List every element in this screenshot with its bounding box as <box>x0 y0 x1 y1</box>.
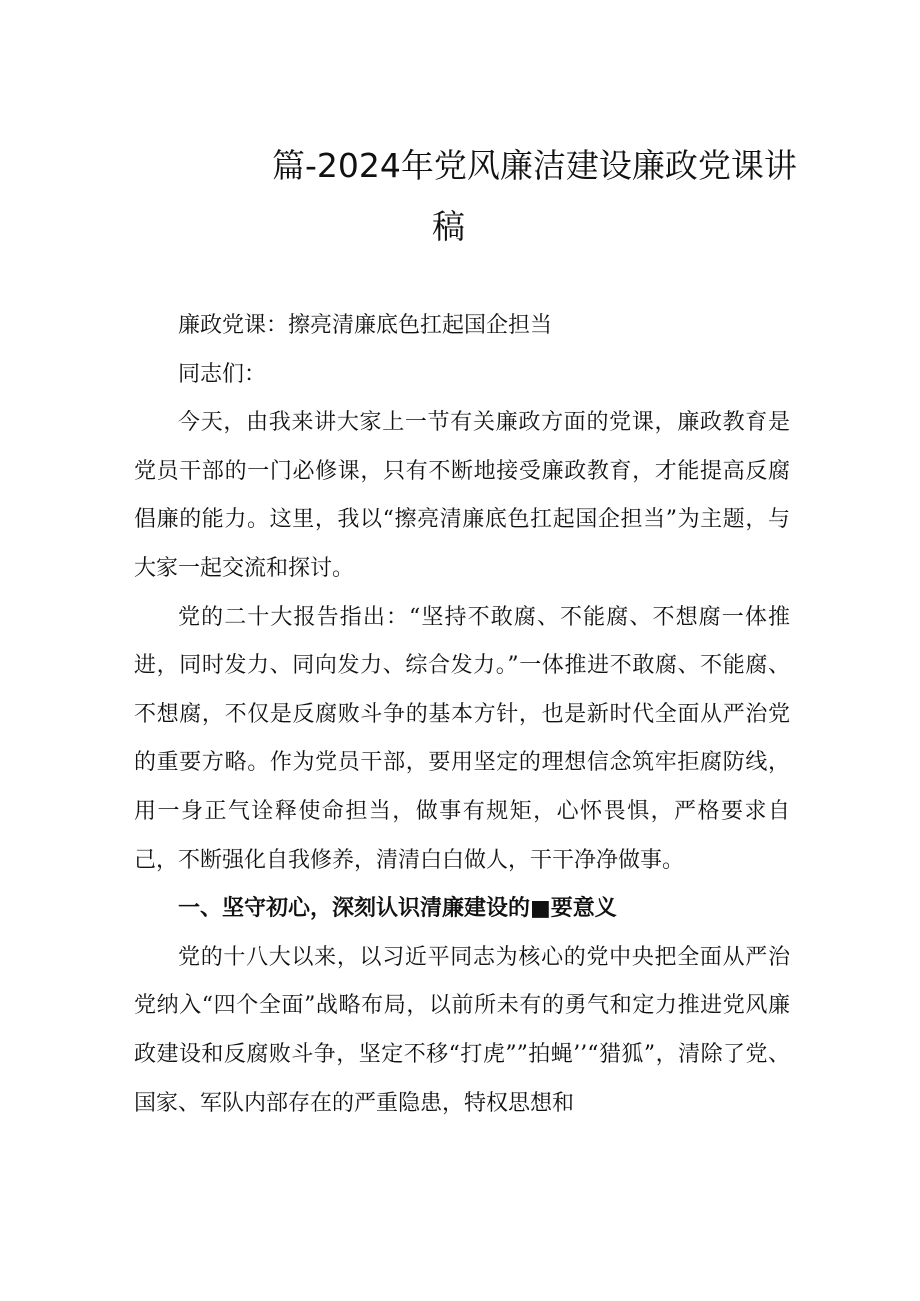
salutation: 同志们： <box>178 361 267 387</box>
body-paragraph: 党的十八大以来，以习近平同志为核心的党中央把全面从严治党纳入“四个全面”战略布局，以前所未有的勇气和定力推进党风廉政建设和反腐败斗争，坚定不移“打虎””拍蝇’’“猎狐”，清除了党、国家、军队内部存在的严重隐患，特权思想和 <box>134 944 790 1116</box>
document-title-line-1: 篇-2024年党风廉洁建设廉政党课讲 <box>272 146 797 185</box>
document-title-line-2: 稿 <box>432 207 465 246</box>
body-paragraph: 党的二十大报告指出：“坚持不敢腐、不能腐、不想腐一体推进，同时发力、同向发力、综合发力。”一体推进不敢腐、不能腐、不想腐，不仅是反腐败斗争的基本方针，也是新时代全面从严治党的重要方略。作为党员干部，要用坚定的理想信念筑牢拒腐防线，用一身正气诠释使命担当，做事有规矩，心怀畏惧，严格要求自己，不断强化自我修养，清清白白做人，干干净净做事。 <box>134 604 790 873</box>
body-paragraph: 今天，由我来讲大家上一节有关廉政方面的党课，廉政教育是党员干部的一门必修课，只有不断地接受廉政教育，才能提高反腐倡廉的能力。这里，我以“擦亮清廉底色扛起国企担当”为主题，与大家一起交流和探讨。 <box>134 410 790 581</box>
document-subtitle: 廉政党课：擦亮清廉底色扛起国企担当 <box>178 313 553 338</box>
section-heading: 一、坚守初心，深刻认识清廉建设的■要意义 <box>178 896 617 922</box>
document-body <box>134 302 790 1128</box>
